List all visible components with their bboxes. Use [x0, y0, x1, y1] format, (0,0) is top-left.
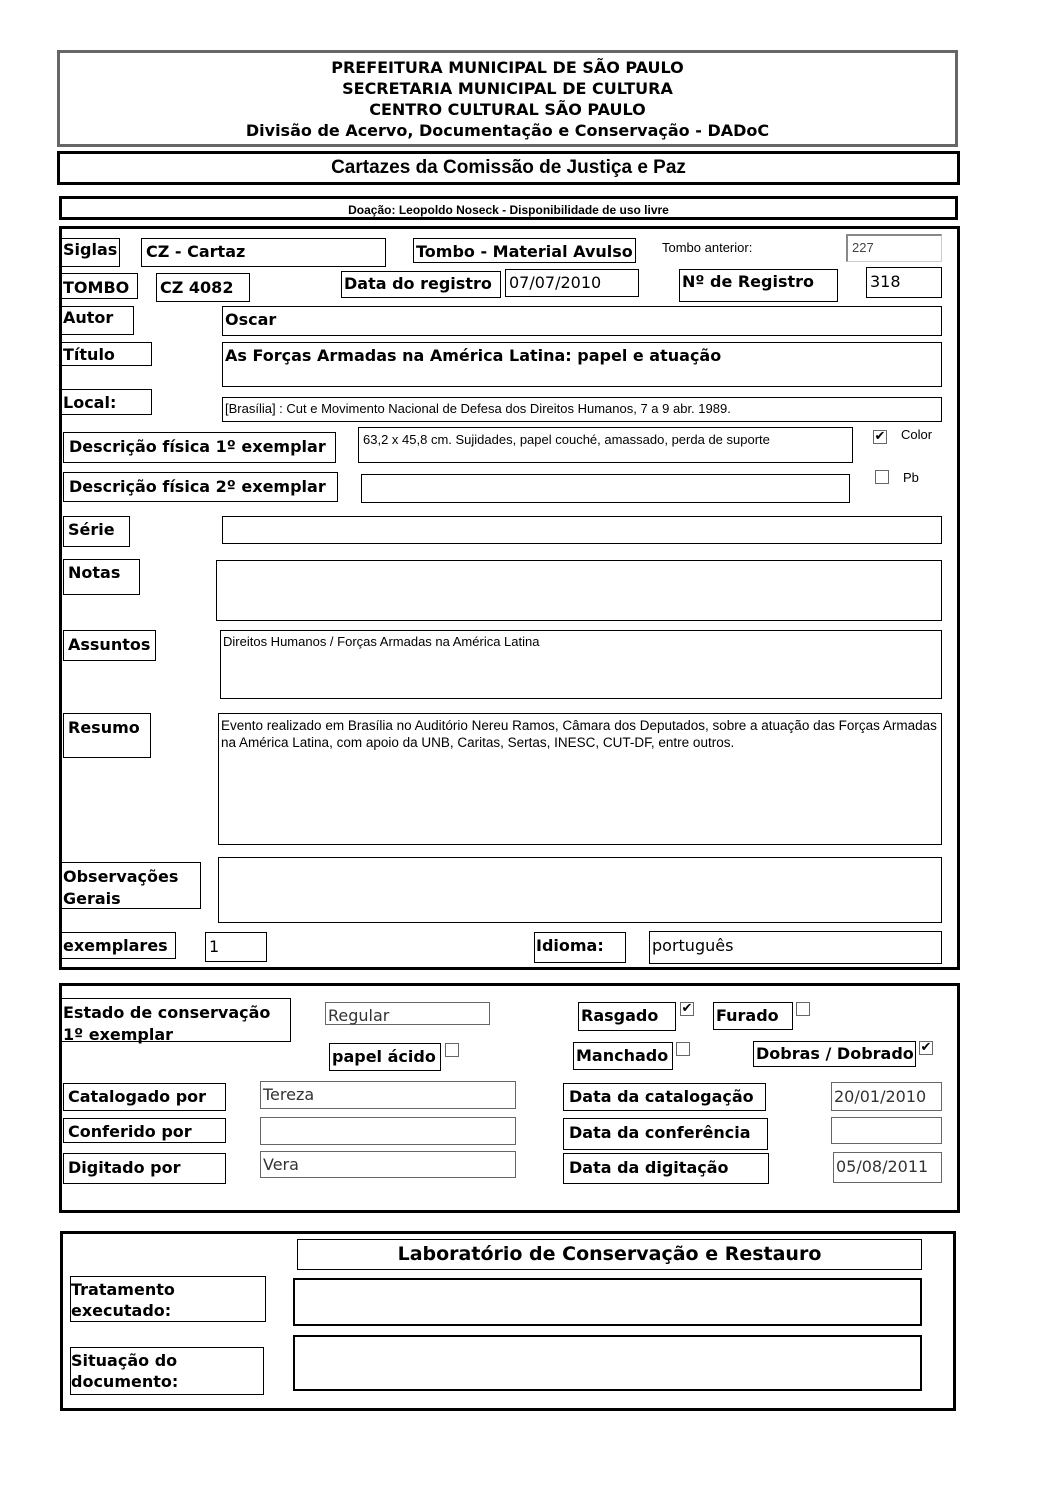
observacoes-label: Observações Gerais	[61, 862, 201, 909]
notas-field[interactable]	[216, 560, 942, 621]
lab-title-text: Laboratório de Conservação e Restauro	[397, 1243, 822, 1265]
pb-checkbox[interactable]	[875, 470, 889, 484]
data-conferencia-label: Data da conferência	[563, 1118, 768, 1150]
rasgado-label: Rasgado	[578, 1002, 676, 1031]
situacao-field[interactable]	[293, 1335, 922, 1391]
header-line-2: SECRETARIA MUNICIPAL DE CULTURA	[342, 79, 673, 98]
institution-header	[57, 50, 958, 147]
num-registro-label: Nº de Registro	[679, 269, 838, 302]
tombo-anterior-label: Tombo anterior:	[662, 240, 753, 255]
data-conferencia-field[interactable]	[831, 1117, 942, 1144]
catalogado-label: Catalogado por	[63, 1083, 226, 1111]
estado-conservacao-label: Estado de conservação 1º exemplar	[61, 998, 291, 1042]
conferido-field[interactable]	[260, 1117, 516, 1145]
data-registro-field[interactable]: 07/07/2010	[505, 269, 639, 297]
header-line-4: Divisão de Acervo, Documentação e Conservação - DADoC	[245, 121, 770, 140]
manchado-checkbox[interactable]	[676, 1042, 690, 1056]
situacao-label: Situação do documento:	[71, 1351, 179, 1391]
siglas-label: Siglas	[61, 238, 120, 267]
rasgado-checkbox[interactable]: ✔	[681, 1001, 693, 1016]
titulo-field[interactable]: As Forças Armadas na América Latina: papel e atuação	[222, 342, 942, 387]
local-label: Local:	[61, 389, 152, 415]
tombo-label: TOMBO	[61, 273, 138, 299]
resumo-field[interactable]: Evento realizado em Brasília no Auditório Nereu Ramos, Câmara dos Deputados, sobre a atuação das Forças Armadas na América Latina, com apoio da UNB, Caritas, Sertas, INESC, CUT-DF, entre outros.	[218, 713, 942, 845]
lab-title	[297, 1239, 922, 1270]
header-line-1: PREFEITURA MUNICIPAL DE SÃO PAULO	[331, 58, 684, 77]
papel-acido-label: papel ácido	[329, 1043, 441, 1071]
donation-text: Doação: Leopoldo Noseck - Disponibilidade de uso livre	[348, 203, 669, 217]
tratamento-field[interactable]	[293, 1278, 922, 1326]
tombo-anterior-field[interactable]: 227	[846, 234, 942, 262]
catalogado-field[interactable]: Tereza	[260, 1081, 516, 1109]
digitado-label: Digitado por	[63, 1153, 226, 1184]
color-label: Color	[901, 427, 933, 442]
serie-label: Série	[63, 516, 130, 547]
serie-field[interactable]	[222, 516, 942, 544]
tratamento-label: Tratamento executado:	[71, 1280, 175, 1320]
data-digitacao-label: Data da digitação	[563, 1153, 769, 1184]
tombo-material-label: Tombo - Material Avulso	[413, 238, 636, 263]
num-registro-field[interactable]: 318	[866, 267, 942, 298]
assuntos-label: Assuntos	[63, 630, 156, 661]
dobras-checkbox[interactable]: ✔	[920, 1040, 932, 1055]
situacao-label-box	[70, 1347, 264, 1395]
papel-acido-checkbox[interactable]	[445, 1043, 459, 1057]
observacoes-field[interactable]	[218, 857, 942, 923]
desc1-label: Descrição física 1º exemplar	[63, 432, 336, 463]
desc2-field[interactable]	[361, 474, 850, 503]
notas-label: Notas	[63, 559, 140, 595]
data-registro-label: Data do registro	[341, 271, 501, 298]
idioma-label: Idioma:	[534, 932, 626, 963]
dobras-label: Dobras / Dobrado	[753, 1041, 916, 1067]
data-catalogacao-field[interactable]: 20/01/2010	[831, 1082, 942, 1111]
digitado-field[interactable]: Vera	[260, 1151, 516, 1178]
siglas-field[interactable]: CZ - Cartaz	[141, 238, 386, 267]
local-field[interactable]: [Brasília] : Cut e Movimento Nacional de Defesa dos Direitos Humanos, 7 a 9 abr. 1989.	[222, 397, 942, 422]
furado-label: Furado	[713, 1002, 793, 1030]
autor-label: Autor	[61, 306, 134, 335]
furado-checkbox[interactable]	[796, 1002, 810, 1016]
estado-conservacao-field[interactable]: Regular	[325, 1002, 490, 1025]
exemplares-label: exemplares	[61, 932, 176, 959]
collection-title	[57, 151, 960, 185]
desc1-field[interactable]: 63,2 x 45,8 cm. Sujidades, papel couché, amassado, perda de suporte	[358, 427, 853, 463]
pb-label: Pb	[903, 470, 919, 485]
desc2-label: Descrição física 2º exemplar	[63, 472, 338, 502]
data-digitacao-field[interactable]: 05/08/2011	[833, 1152, 942, 1183]
assuntos-field[interactable]: Direitos Humanos / Forças Armadas na América Latina	[220, 630, 942, 699]
donation-banner	[59, 196, 958, 220]
tombo-field[interactable]: CZ 4082	[156, 273, 250, 302]
collection-title-text: Cartazes da Comissão de Justiça e Paz	[331, 157, 686, 178]
conferido-label: Conferido por	[63, 1118, 226, 1143]
header-line-3: CENTRO CULTURAL SÃO PAULO	[369, 100, 646, 119]
data-catalogacao-label: Data da catalogação	[563, 1083, 766, 1111]
resumo-label: Resumo	[63, 713, 151, 758]
autor-field[interactable]: Oscar	[222, 306, 942, 336]
tratamento-label-box	[70, 1276, 266, 1322]
idioma-field[interactable]: português	[649, 931, 942, 964]
manchado-label: Manchado	[573, 1042, 673, 1070]
color-checkbox[interactable]: ✔	[874, 429, 886, 444]
exemplares-field[interactable]: 1	[205, 932, 267, 962]
titulo-label: Título	[61, 342, 152, 366]
